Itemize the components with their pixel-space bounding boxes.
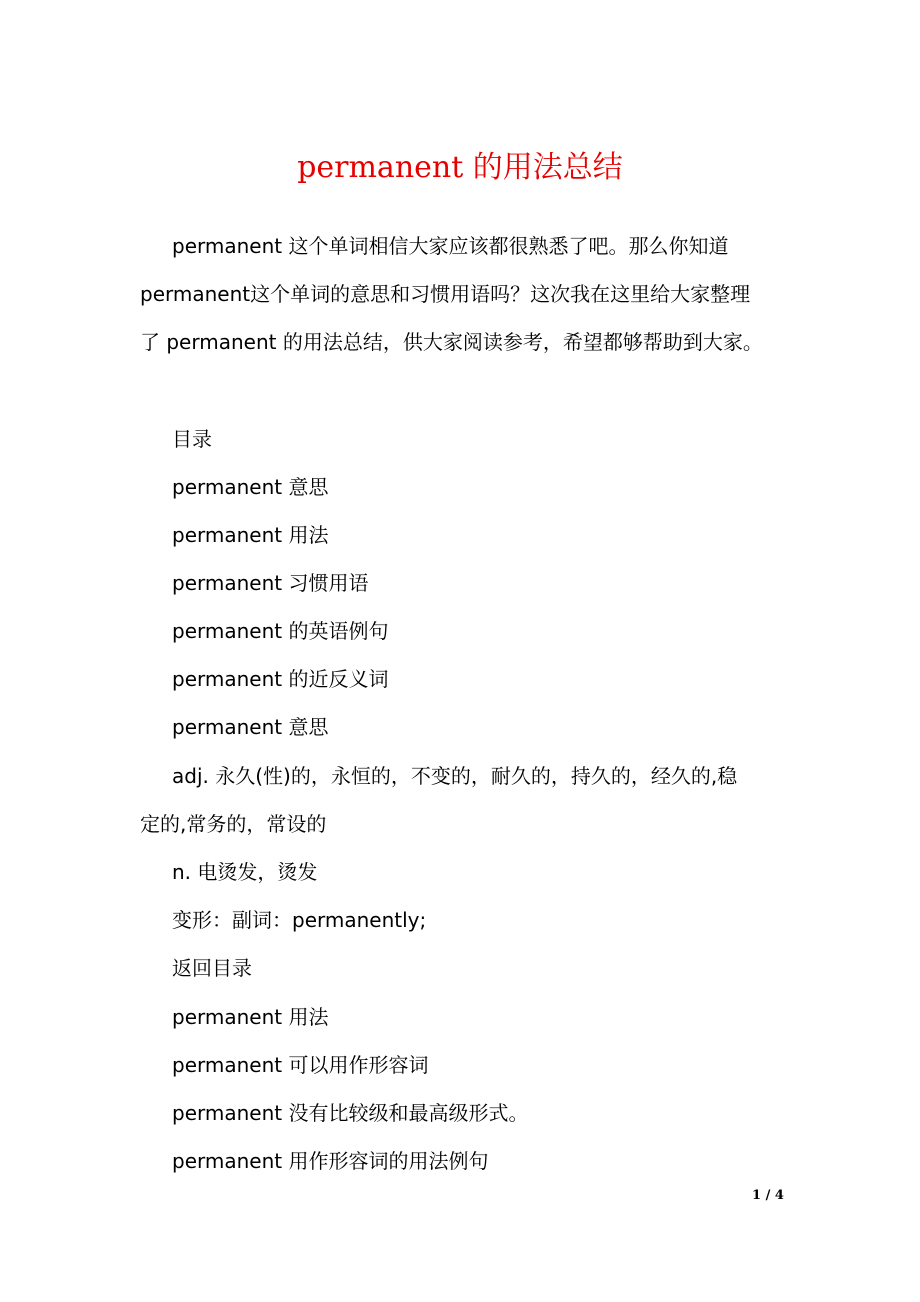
- back-to-toc-link: 返回目录: [172, 956, 252, 980]
- intro-line: permanent 这个单词相信大家应该都很熟悉了吧。那么你知道: [172, 234, 729, 258]
- adj-definition-line: 定的,常务的，常设的: [140, 812, 327, 836]
- meaning-heading: permanent 意思: [172, 715, 329, 739]
- toc-item: permanent 习惯用语: [172, 571, 369, 595]
- page-number: 1 / 4: [752, 1188, 784, 1203]
- adj-definition: [140, 752, 790, 848]
- intro-paragraph: [140, 222, 795, 366]
- intro-line: 了 permanent 的用法总结，供大家阅读参考，希望都够帮助到大家。: [140, 330, 763, 354]
- adj-definition-line: adj. 永久(性)的，永恒的，不变的，耐久的，持久的，经久的,稳: [172, 764, 738, 788]
- toc-item: permanent 的英语例句: [172, 619, 389, 643]
- usage-item: permanent 可以用作形容词: [172, 1053, 429, 1077]
- intro-line: permanent这个单词的意思和习惯用语吗？这次我在这里给大家整理: [140, 282, 751, 306]
- noun-definition: n. 电烫发，烫发: [172, 860, 318, 884]
- usage-heading: permanent 用法: [172, 1005, 329, 1029]
- word-forms: 变形：副词：permanently;: [172, 908, 427, 932]
- toc-heading: 目录: [172, 427, 212, 451]
- toc-item: permanent 用法: [172, 523, 329, 547]
- toc-item: permanent 意思: [172, 475, 329, 499]
- usage-item: permanent 用作形容词的用法例句: [172, 1149, 489, 1173]
- document-title: permanent 的用法总结: [297, 150, 623, 185]
- toc-item: permanent 的近反义词: [172, 667, 389, 691]
- usage-item: permanent 没有比较级和最高级形式。: [172, 1101, 529, 1125]
